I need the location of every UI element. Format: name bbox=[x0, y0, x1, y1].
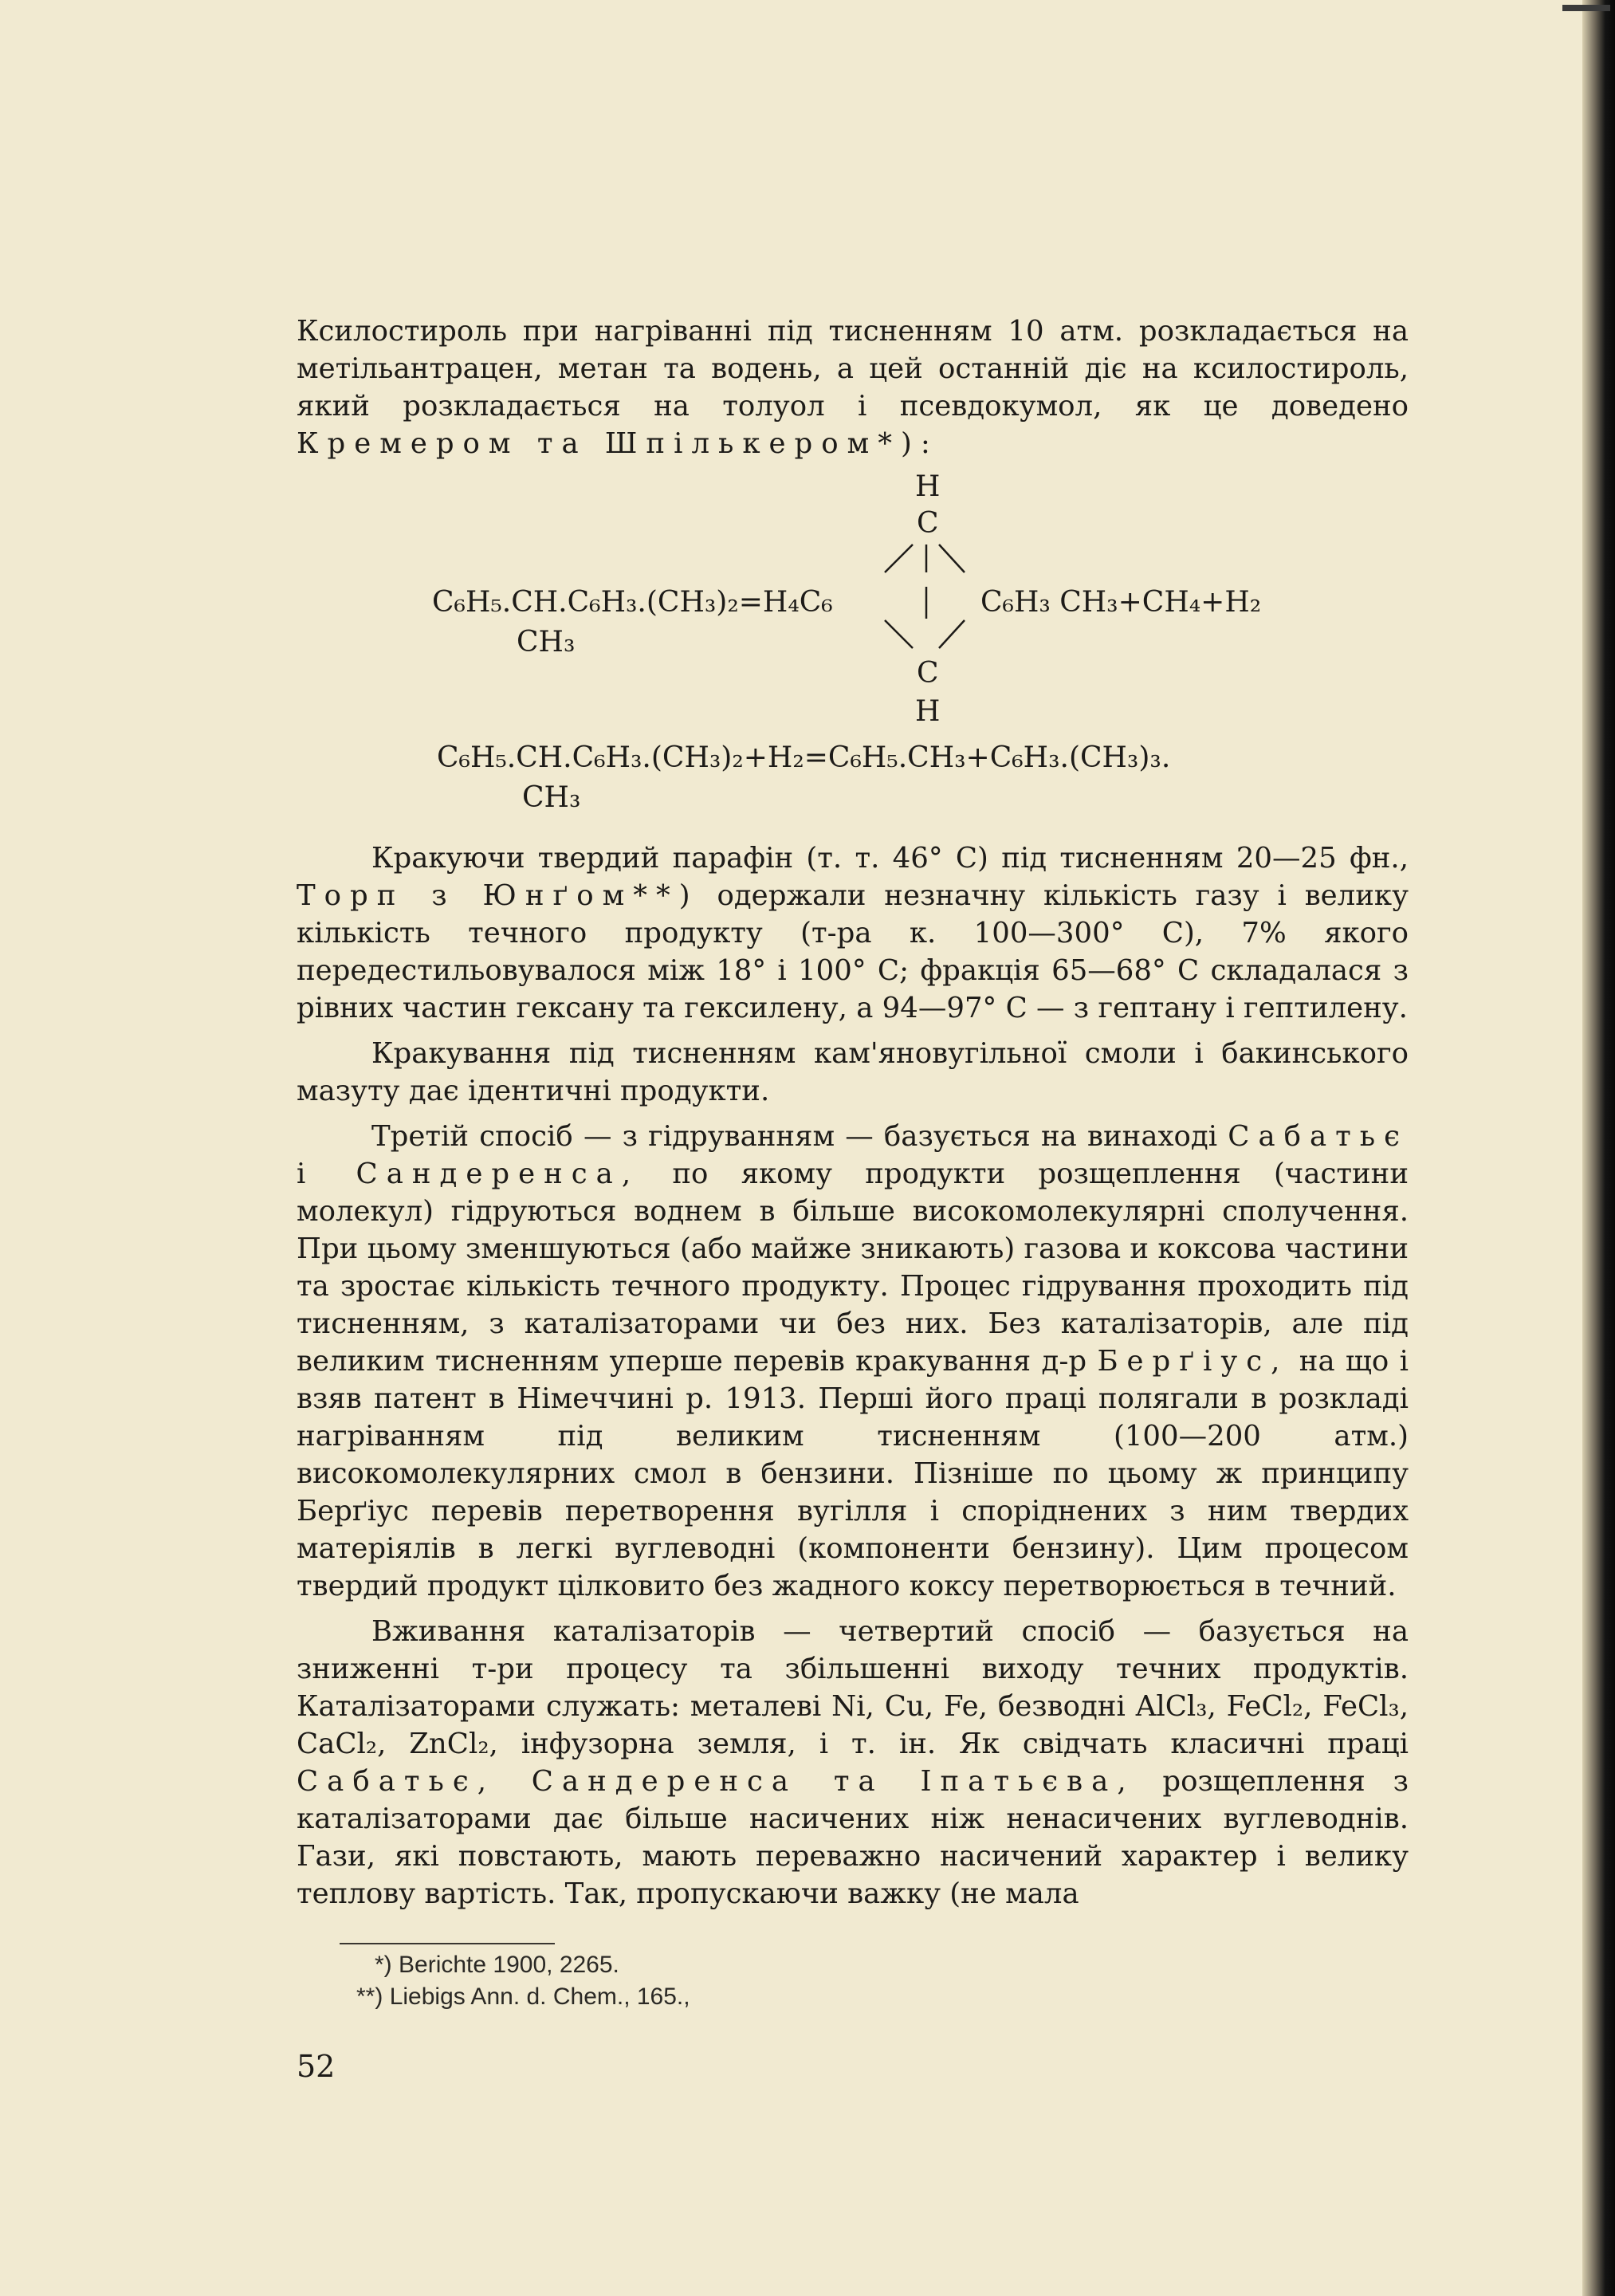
formula-1-methyl: CH₃ bbox=[517, 626, 576, 659]
footnote-2 bbox=[356, 1983, 690, 2011]
footnote-1 bbox=[375, 1952, 619, 1979]
p1-start: Кракуючи твердий парафін (т. т. 46° С) під тисненням 20—25 фн., bbox=[371, 842, 1409, 875]
intro-authors: Кремером та Шпількером*): bbox=[297, 427, 939, 460]
p3-authors: Сабатьє і Сандеренса, bbox=[297, 1120, 1409, 1190]
footnote-1-text: Berichte 1900, 2265. bbox=[399, 1952, 619, 1978]
intro-text: Ксилостироль при нагріванні під тисненням 10 атм. розкладається на метільантрацен, метан та водень, а цей останній діє на ксилостироль, який розкладається на толуол і псевдокумол, як це доведено bbox=[297, 315, 1409, 423]
paragraph-cracking-paraffin bbox=[297, 839, 1409, 1027]
book-binding-edge bbox=[1582, 0, 1615, 2296]
footnote-2-mark: **) bbox=[356, 1983, 383, 2010]
scan-corner-mark bbox=[1562, 5, 1610, 11]
p1-authors: Торп з Юнґом**) bbox=[297, 879, 699, 912]
p3-start: Третій спосіб — з гідруванням — базується на винаході bbox=[371, 1120, 1218, 1153]
formula-1-right: C₆H₃ CH₃+CH₄+H₂ bbox=[980, 586, 1262, 619]
intro-paragraph bbox=[297, 313, 1409, 470]
p1-rest: одержали незначну кількість газу і велику кількість течного продукту (т-ра к. 100—300° С), 7% якого передестильовувалося між 18° і 100° С; фракція 65—68° С складалася з рівних частин гексану та гексилену, а 94—97° С — з гептану і гептилену. bbox=[297, 879, 1409, 1024]
formula-1-left: C₆H₅.CH.C₆H₃.(CH₃)₂=H₄C₆ bbox=[432, 586, 833, 619]
p3-mid: по якому продукти розщеплення (частини молекул) гідруються воднем в більше високомолекулярні сполучення. При цьому зменшуються (або майже зникають) газова и коксова частини та зростає кількість течного продукту. Процес гідрування проходить під тисненням, з каталізаторами чи без них. Без каталізаторів, але під великим тисненням уперше перевів кракування д-р bbox=[297, 1158, 1409, 1378]
paragraph-catalysts bbox=[297, 1613, 1409, 1913]
footnote-divider bbox=[340, 1943, 555, 1944]
formula-1-ring-bonds bbox=[869, 541, 980, 668]
formula-1-top-h: H bbox=[915, 470, 941, 503]
p4-rest: розщеплення з каталізаторами дає більше насичених ніж ненасичених вуглеводнів. Гази, які повстають, мають переважно насичений характер і велику теплову вартість. Так, пропускаючи важку (не мала bbox=[297, 1765, 1409, 1910]
formula-2-methyl: CH₃ bbox=[522, 781, 581, 814]
p3-author-bergius: Берґіус, bbox=[1097, 1345, 1289, 1378]
paragraph-coal-tar bbox=[297, 1035, 1409, 1110]
p3-rest: на що і взяв патент в Німеччині р. 1913. Перші його праці полягали в розкладі нагріванням під великим тисненням (100—200 атм.) високомолекулярних смол в бензини. Пізніше по цьому ж принципу Берґіус перевів перетворення вугілля і споріднених з ним твердих матеріялів в легкі вуглеводні (компоненти бензину). Цим процесом твердий продукт цілковито без жадного коксу перетворюється в течний. bbox=[297, 1345, 1409, 1602]
formula-1-bottom-c: C bbox=[917, 657, 939, 690]
formula-2-main: C₆H₅.CH.C₆H₃.(CH₃)₂+H₂=C₆H₅.CH₃+C₆H₃.(CH₃)₃. bbox=[437, 741, 1171, 774]
page-number: 52 bbox=[297, 2049, 336, 2084]
footnote-2-text: Liebigs Ann. d. Chem., 165., bbox=[389, 1983, 690, 2010]
paragraph-hydrogenation bbox=[297, 1118, 1409, 1605]
footnote-1-mark: *) bbox=[375, 1952, 392, 1978]
p2-text: Кракування під тисненням кам'яновугільної смоли і бакинського мазуту дає ідентичні продукти. bbox=[297, 1037, 1409, 1107]
main-text bbox=[297, 839, 1409, 1921]
p4-start: Вживання каталізаторів — четвертий спосіб — базується на зниженні т-ри процесу та збільшенні виходу течних продуктів. Каталізаторами служать: металеві Ni, Cu, Fe, безводні AlCl₃, FeCl₂, FeCl₃, CaCl₂, ZnCl₂, інфузорна земля, і т. ін. Як свідчать класичні праці bbox=[297, 1615, 1409, 1760]
formula-1-bottom-h: H bbox=[915, 695, 941, 728]
p4-authors: Сабатьє, Сандеренса та Іпатьєва, bbox=[297, 1765, 1135, 1798]
formula-1-top-c: C bbox=[917, 507, 939, 540]
